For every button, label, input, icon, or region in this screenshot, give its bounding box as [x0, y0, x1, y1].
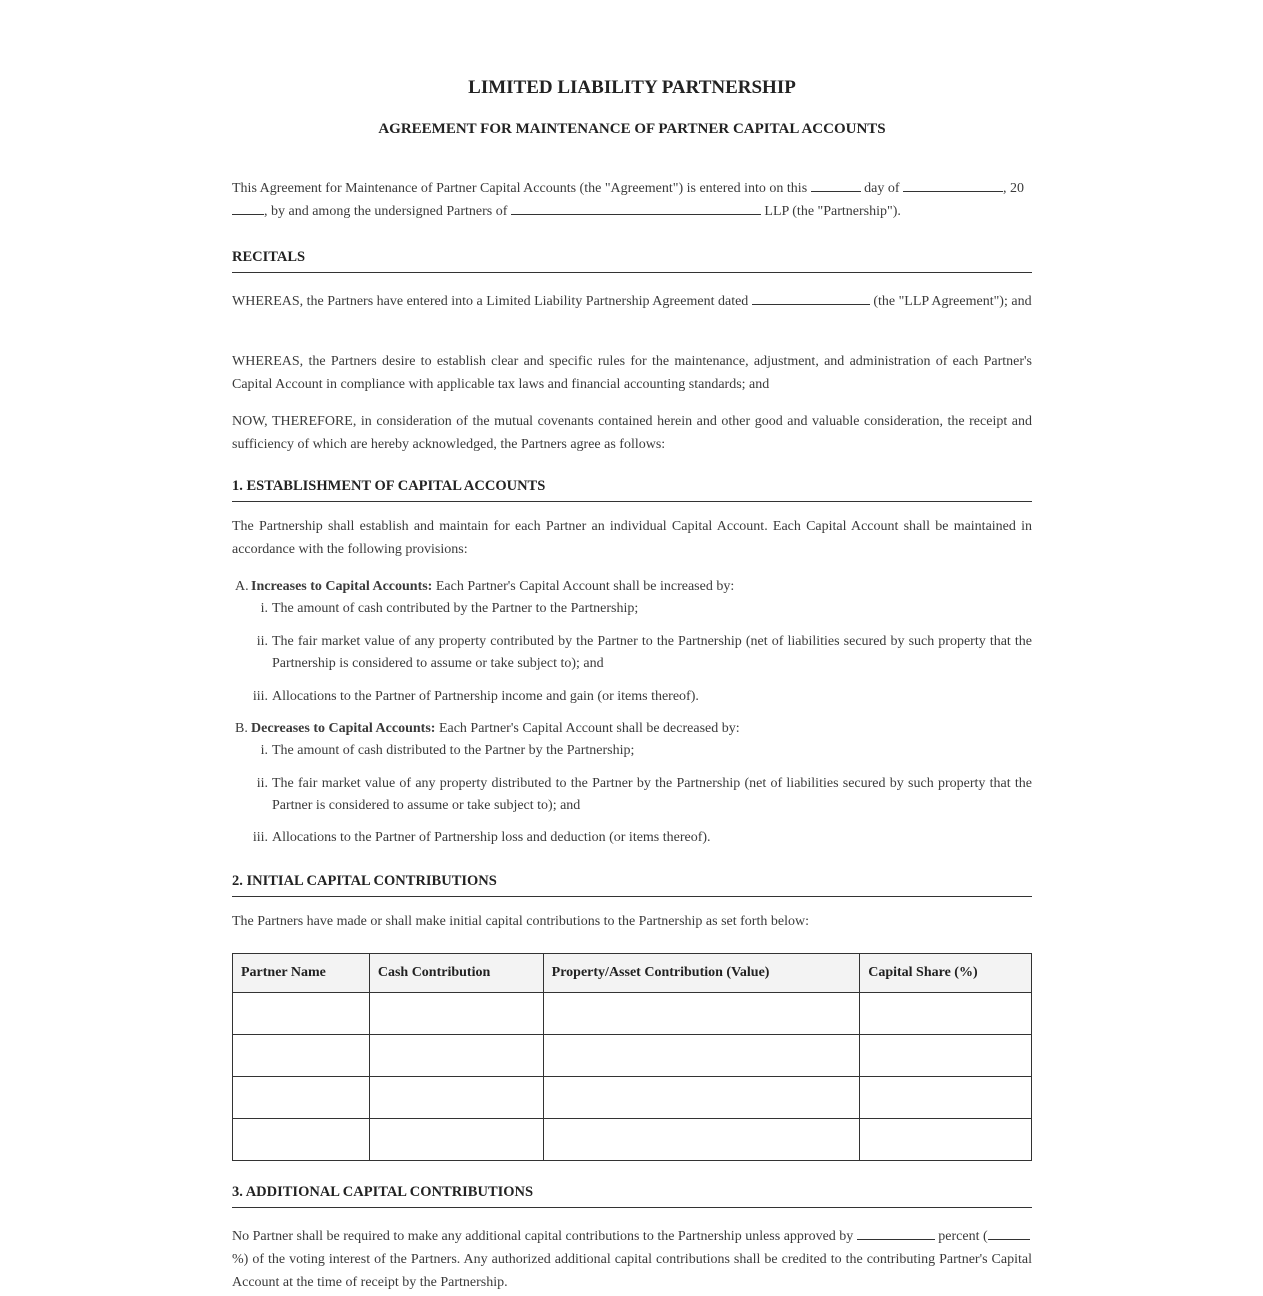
- table-cell[interactable]: [543, 1077, 860, 1119]
- column-header: Cash Contribution: [369, 954, 543, 993]
- table-cell[interactable]: [860, 1077, 1032, 1119]
- section1-intro: The Partnership shall establish and maintain for each Partner an individual Capital Account. Each Capital Account shall be maintained in accordance with the following provisions:: [232, 519, 1032, 557]
- whereas-1: [232, 290, 1032, 313]
- item-text: The fair market value of any property distributed to the Partner by the Partnership (net of liabilities secured by such property that the Partner is considered to assume or take subject to); and: [272, 776, 1032, 813]
- table-cell[interactable]: [233, 1035, 370, 1077]
- table-cell[interactable]: [543, 1119, 860, 1161]
- whereas-text: WHEREAS, the Partners have entered into a Limited Liability Partnership Agreement dated: [232, 294, 749, 309]
- day-blank[interactable]: [811, 179, 861, 192]
- llp-date-blank[interactable]: [752, 292, 870, 305]
- list-item-a: [235, 576, 1032, 598]
- table-row: [233, 1077, 1032, 1119]
- column-header: Partner Name: [233, 954, 370, 993]
- list-item-a-iii: [252, 686, 1032, 708]
- table-cell[interactable]: [543, 1035, 860, 1077]
- item-text: Allocations to the Partner of Partnership income and gain (or items thereof).: [272, 689, 699, 704]
- section3-heading: 3. ADDITIONAL CAPITAL CONTRIBUTIONS: [232, 1184, 1032, 1208]
- table-cell[interactable]: [860, 1035, 1032, 1077]
- item-text: The amount of cash contributed by the Partner to the Partnership;: [272, 601, 639, 616]
- item-text: The amount of cash distributed to the Partner by the Partnership;: [272, 743, 635, 758]
- table-cell[interactable]: [233, 993, 370, 1035]
- table-cell[interactable]: [369, 1077, 543, 1119]
- table-header-row: [233, 954, 1032, 993]
- item-bold: Increases to Capital Accounts:: [251, 579, 433, 594]
- table-row: [233, 993, 1032, 1035]
- percent-number-blank[interactable]: [988, 1227, 1030, 1240]
- table-cell[interactable]: [233, 1077, 370, 1119]
- contributions-table: [232, 953, 1032, 1161]
- item-text: Each Partner's Capital Account shall be decreased by:: [435, 721, 740, 736]
- whereas-2: WHEREAS, the Partners desire to establish clear and specific rules for the maintenance, adjustment, and administration of each Partner's Capital Account in compliance with applicable tax laws and financial accounting standards; and: [232, 354, 1032, 392]
- section3-text: No Partner shall be required to make any additional capital contributions to the Partnership unless approved by: [232, 1229, 854, 1244]
- item-label: A.: [235, 579, 249, 594]
- table-cell[interactable]: [543, 993, 860, 1035]
- list-item-b-ii: [252, 773, 1032, 817]
- list-item-b: [235, 718, 1032, 740]
- whereas-text: (the "LLP Agreement"); and: [873, 294, 1032, 309]
- document-title: LIMITED LIABILITY PARTNERSHIP: [468, 77, 796, 98]
- document-subtitle: AGREEMENT FOR MAINTENANCE OF PARTNER CAPITAL ACCOUNTS: [378, 121, 886, 137]
- column-header: Property/Asset Contribution (Value): [543, 954, 860, 993]
- item-num: i.: [260, 743, 268, 758]
- intro-text: , 20: [1003, 181, 1025, 196]
- recitals-heading: RECITALS: [232, 249, 1032, 273]
- table-row: [233, 1119, 1032, 1161]
- section3-text: percent (: [938, 1229, 988, 1244]
- table-cell[interactable]: [369, 993, 543, 1035]
- section3-text: %) of the voting interest of the Partners. Any authorized additional capital contributions shall be credited to the contributing Partner's Capital Account at the time of receipt by the Partnership.: [232, 1252, 1032, 1290]
- list-item-b-i: [252, 740, 1032, 762]
- list-item-a-ii: [252, 631, 1032, 675]
- item-text: The fair market value of any property contributed by the Partner to the Partnership (net of liabilities secured by such property that the Partnership is considered to assume or take subject to); and: [272, 634, 1032, 671]
- month-blank[interactable]: [903, 179, 1003, 192]
- table-cell[interactable]: [233, 1119, 370, 1161]
- item-text: Each Partner's Capital Account shall be increased by:: [432, 579, 735, 594]
- partnership-name-blank[interactable]: [511, 202, 761, 215]
- table-cell[interactable]: [860, 1119, 1032, 1161]
- table-cell[interactable]: [369, 1035, 543, 1077]
- intro-text: day of: [864, 181, 900, 196]
- column-header: Capital Share (%): [860, 954, 1032, 993]
- intro-text: This Agreement for Maintenance of Partner Capital Accounts (the "Agreement") is entered into on this: [232, 181, 808, 196]
- item-text: Allocations to the Partner of Partnership loss and deduction (or items thereof).: [272, 830, 711, 845]
- table-cell[interactable]: [369, 1119, 543, 1161]
- table-row: [233, 1035, 1032, 1077]
- section1-heading: 1. ESTABLISHMENT OF CAPITAL ACCOUNTS: [232, 478, 1032, 502]
- list-item-a-i: [252, 598, 1032, 620]
- item-num: ii.: [256, 634, 268, 649]
- table-cell[interactable]: [860, 993, 1032, 1035]
- section2-intro: The Partners have made or shall make initial capital contributions to the Partnership as set forth below:: [232, 914, 809, 929]
- item-num: iii.: [252, 689, 268, 704]
- section3-paragraph: [232, 1225, 1032, 1294]
- intro-text: LLP (the "Partnership").: [764, 204, 901, 219]
- percent-words-blank[interactable]: [857, 1227, 935, 1240]
- item-num: i.: [260, 601, 268, 616]
- item-label: B.: [235, 721, 248, 736]
- list-item-b-iii: [252, 827, 1032, 849]
- item-bold: Decreases to Capital Accounts:: [251, 721, 436, 736]
- section2-heading: 2. INITIAL CAPITAL CONTRIBUTIONS: [232, 873, 1032, 897]
- intro-paragraph: [232, 177, 1032, 223]
- intro-text: , by and among the undersigned Partners of: [264, 204, 508, 219]
- item-num: ii.: [256, 776, 268, 791]
- year-blank[interactable]: [232, 202, 264, 215]
- now-therefore: NOW, THEREFORE, in consideration of the mutual covenants contained herein and other good and valuable consideration, the receipt and sufficiency of which are hereby acknowledged, the Partners agree as follows:: [232, 414, 1032, 452]
- item-num: iii.: [252, 830, 268, 845]
